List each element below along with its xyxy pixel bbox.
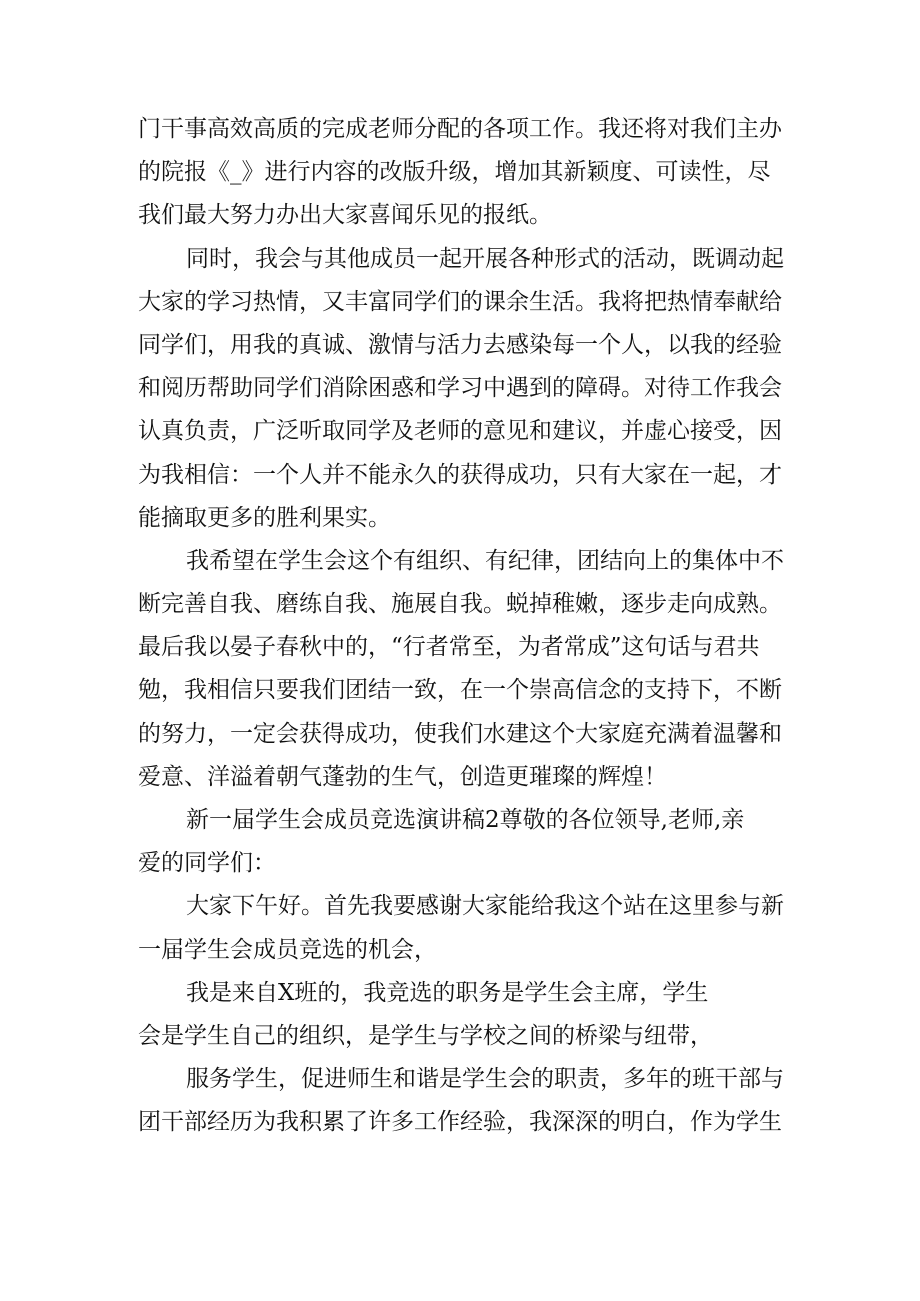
text-line: 勉，我相信只要我们团结一致，在一个崇高信念的支持下，不断 bbox=[138, 677, 782, 704]
text-line: 爱的同学们： bbox=[138, 850, 276, 877]
text-line: 爱意、洋溢着朝气蓬勃的生气，创造更璀璨的辉煌！ bbox=[138, 763, 667, 790]
text-line: 同时，我会与其他成员一起开展各种形式的活动，既调动起 bbox=[186, 245, 784, 272]
text-line: 会是学生自己的组织，是学生与学校之间的桥梁与纽带， bbox=[138, 1022, 713, 1049]
text-line: 团干部经历为我积累了许多工作经验，我深深的明白，作为学生 bbox=[138, 1109, 782, 1136]
body-text bbox=[138, 108, 798, 1145]
text-line: 最后我以晏子春秋中的，“行者常至，为者常成”这句话与君共 bbox=[138, 634, 760, 661]
text-line: 一届学生会成员竞选的机会， bbox=[138, 936, 437, 963]
text-line: 为我相信：一个人并不能永久的获得成功，只有大家在一起，才 bbox=[138, 461, 782, 488]
text-line: 能摘取更多的胜利果实。 bbox=[138, 504, 391, 531]
text-line: 我们最大努力办出大家喜闻乐见的报纸。 bbox=[138, 202, 552, 229]
text-line: 的努力，一定会获得成功，使我们水建这个大家庭充满着温馨和 bbox=[138, 720, 782, 747]
text-line: 大家下午好。首先我要感谢大家能给我这个站在这里参与新 bbox=[186, 893, 784, 920]
text-line: 的院报《_》进行内容的改版升级，增加其新颖度、可读性，尽 bbox=[138, 159, 771, 186]
text-line: 认真负责，广泛听取同学及老师的意见和建议，并虚心接受，因 bbox=[138, 418, 782, 445]
text-line: 断完善自我、磨练自我、施展自我。蜕掉稚嫩，逐步走向成熟。 bbox=[138, 591, 782, 618]
text-line: 同学们，用我的真诚、激情与活力去感染每一个人，以我的经验 bbox=[138, 331, 782, 358]
text-line: 大家的学习热情，又丰富同学们的课余生活。我将把热情奉献给 bbox=[138, 288, 782, 315]
text-line: 我是来自X班的，我竞选的职务是学生会主席，学生 bbox=[186, 979, 709, 1006]
text-line: 门干事高效高质的完成老师分配的各项工作。我还将对我们主办 bbox=[138, 116, 782, 142]
text-line: 和阅历帮助同学们消除困惑和学习中遇到的障碍。对待工作我会 bbox=[138, 375, 782, 402]
text-line: 服务学生，促进师生和谐是学生会的职责，多年的班干部与 bbox=[186, 1066, 784, 1093]
text-line: 新一届学生会成员竞选演讲稿2尊敬的各位领导,老师,亲 bbox=[186, 807, 745, 833]
text-line: 我希望在学生会这个有组织、有纪律，团结向上的集体中不 bbox=[186, 547, 784, 574]
